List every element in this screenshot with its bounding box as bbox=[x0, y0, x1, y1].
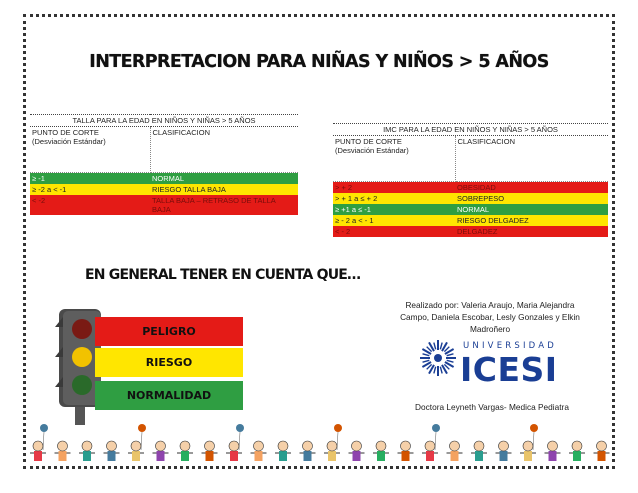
child-figure bbox=[496, 441, 512, 461]
imc-row-class: DELGADEZ bbox=[455, 226, 608, 237]
frame-top-border bbox=[23, 14, 615, 17]
imc-row-class: SOBREPESO bbox=[455, 193, 608, 204]
imc-header-cut: PUNTO DE CORTE (Desviación Estándar) bbox=[333, 136, 455, 182]
imc-row-class: OBESIDAD bbox=[455, 182, 608, 194]
child-figure bbox=[520, 424, 538, 461]
imc-table bbox=[333, 123, 608, 237]
child-figure bbox=[79, 441, 95, 461]
talla-row-cut: ≥ -2 a < -1 bbox=[30, 184, 150, 195]
child-figure bbox=[104, 441, 120, 461]
page-title: INTERPRETACION PARA NIÑAS Y NIÑOS > 5 AÑOS bbox=[89, 52, 549, 72]
legend-bar-peligro bbox=[95, 317, 243, 346]
child-figure bbox=[226, 424, 244, 461]
child-figure bbox=[251, 441, 267, 461]
talla-header-cut: PUNTO DE CORTE (Desviación Estándar) bbox=[30, 127, 150, 173]
child-figure bbox=[275, 441, 291, 461]
imc-row-class: RIESGO DELGADEZ bbox=[455, 215, 608, 226]
talla-table bbox=[30, 114, 298, 215]
child-figure bbox=[594, 441, 610, 461]
talla-row-class: NORMAL bbox=[150, 173, 298, 185]
frame-left-border bbox=[23, 14, 26, 469]
imc-row-class: NORMAL bbox=[455, 204, 608, 215]
child-figure bbox=[422, 424, 440, 461]
talla-header-class: CLASIFICACION bbox=[150, 127, 298, 173]
talla-row-class: TALLA BAJA – RETRASO DE TALLA BAJA bbox=[150, 195, 298, 215]
child-figure bbox=[447, 441, 463, 461]
child-figure bbox=[373, 441, 389, 461]
imc-row-cut: ≥ - 2 a < - 1 bbox=[333, 215, 455, 226]
credits-text: Realizado por: Valeria Araujo, Maria Alejandra Campo, Daniela Escobar, Lesly Gonzales y Elkin Madroñero bbox=[400, 300, 580, 334]
imc-row-cut: > + 1 a ≤ + 2 bbox=[333, 193, 455, 204]
imc-row-cut: > + 2 bbox=[333, 182, 455, 194]
child-figure bbox=[300, 441, 316, 461]
legend-bar-riesgo bbox=[95, 348, 243, 377]
imc-row-cut: ≥ +1 a ≤ -1 bbox=[333, 204, 455, 215]
talla-row-cut: < -2 bbox=[30, 195, 150, 215]
imc-header-class: CLASIFICACION bbox=[455, 136, 608, 182]
legend-label: NORMALIDAD bbox=[126, 389, 212, 402]
icesi-logo-icon bbox=[418, 338, 458, 378]
child-figure bbox=[30, 424, 48, 461]
logo-icesi-label: ICESI bbox=[460, 350, 558, 389]
legend-label: PELIGRO bbox=[142, 325, 196, 338]
talla-table-caption: TALLA PARA LA EDAD EN NIÑOS Y NIÑAS > 5 AÑOS bbox=[30, 115, 298, 127]
child-figure bbox=[569, 441, 585, 461]
child-figure bbox=[128, 424, 146, 461]
logo-university-label: UNIVERSIDAD bbox=[463, 341, 558, 351]
child-figure bbox=[324, 424, 342, 461]
child-figure bbox=[545, 441, 561, 461]
section-subtitle: EN GENERAL TENER EN CUENTA QUE… bbox=[85, 267, 361, 283]
child-figure bbox=[398, 441, 414, 461]
imc-table-caption: IMC PARA LA EDAD EN NIÑOS Y NIÑAS > 5 AÑOS bbox=[333, 124, 608, 136]
child-figure bbox=[55, 441, 71, 461]
child-figure bbox=[153, 441, 169, 461]
children-border-illustration bbox=[24, 420, 612, 468]
child-figure bbox=[471, 441, 487, 461]
frame-right-border bbox=[612, 14, 615, 469]
child-figure bbox=[202, 441, 218, 461]
legend-bar-normalidad bbox=[95, 381, 243, 410]
doctor-text: Doctora Leyneth Vargas- Medica Pediatra bbox=[415, 402, 569, 412]
child-figure bbox=[349, 441, 365, 461]
talla-row-class: RIESGO TALLA BAJA bbox=[150, 184, 298, 195]
legend-label: RIESGO bbox=[145, 356, 193, 369]
talla-row-cut: ≥ -1 bbox=[30, 173, 150, 185]
imc-row-cut: < - 2 bbox=[333, 226, 455, 237]
child-figure bbox=[177, 441, 193, 461]
